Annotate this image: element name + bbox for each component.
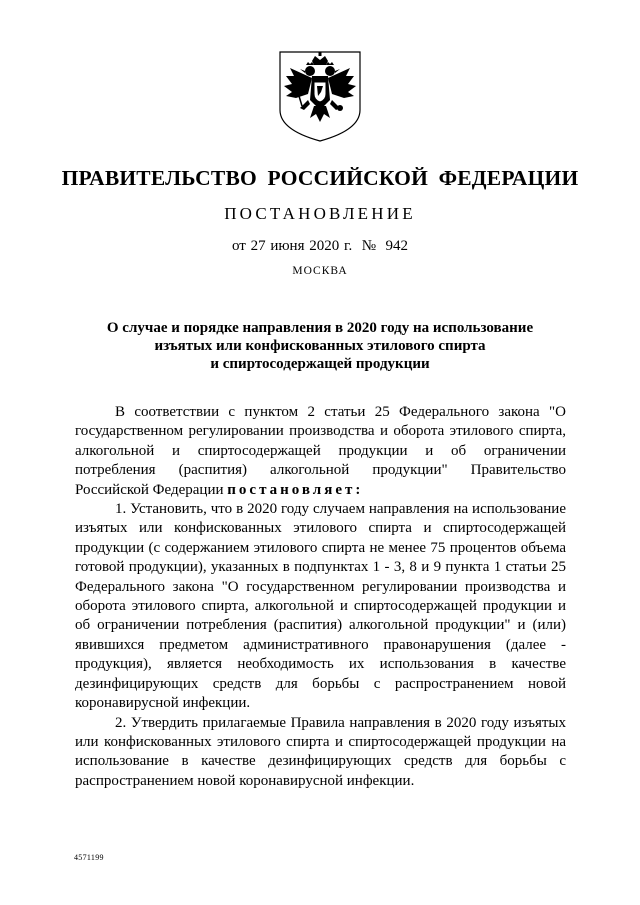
document-code: 4571199: [74, 853, 104, 862]
document-type: ПОСТАНОВЛЕНИЕ: [224, 204, 416, 223]
document-city: МОСКВА: [292, 265, 348, 277]
subject-line: О случае и порядке направления в 2020 году на использование: [106, 320, 534, 336]
subject-line: изъятых или конфискованных этилового спирта: [154, 338, 486, 354]
paragraph-1: 1. Установить, что в 2020 году случаем направления на использование изъятых или конфискованных этилового спирта и спиртосодержащей продукции (с содержанием этилового спирта не менее 75 процентов объема готовой продукции), указанных в подпунктах 1 - 3, 8 и 9 пункта 1 статьи 25 Федерального закона "О государственном регулировании производства и оборота этилового спирта, алкогольной и спиртосодержащей продукции и об ограничении потребления (распития) алкогольной продукции" и (или) явившихся предметом административного правонарушения (далее - продукция), является необходимость их использования в качестве дезинфицирующих средств для борьбы с распространением новой коронавирусной инфекции.: [75, 501, 566, 712]
coat-of-arms-icon: [272, 48, 368, 144]
subject-line: и спиртосодержащей продукции: [210, 356, 430, 372]
document-date-number: от 27 июня 2020 г. № 942: [231, 238, 409, 254]
document-subject: [0, 319, 640, 373]
government-title: ПРАВИТЕЛЬСТВО РОССИЙСКОЙ ФЕДЕРАЦИИ: [61, 166, 579, 190]
preamble-paragraph: [75, 403, 566, 500]
resolves-keyword: постановляет:: [227, 481, 364, 498]
paragraph-2: 2. Утвердить прилагаемые Правила направления в 2020 году изъятых или конфискованных этилового спирта и спиртосодержащей продукции на использование в качестве дезинфицирующих средств для борьбы с распространением новой коронавирусной инфекции.: [75, 714, 566, 789]
preamble-text: В соответствии с пунктом 2 статьи 25 Федерального закона "О государственном регулировании производства и оборота этилового спирта, алкогольной и спиртосодержащей продукции и об ограничении потребления (распития) алкогольной продукции" Правительство Российской Федерации: [75, 404, 566, 498]
document-body: [75, 403, 566, 791]
